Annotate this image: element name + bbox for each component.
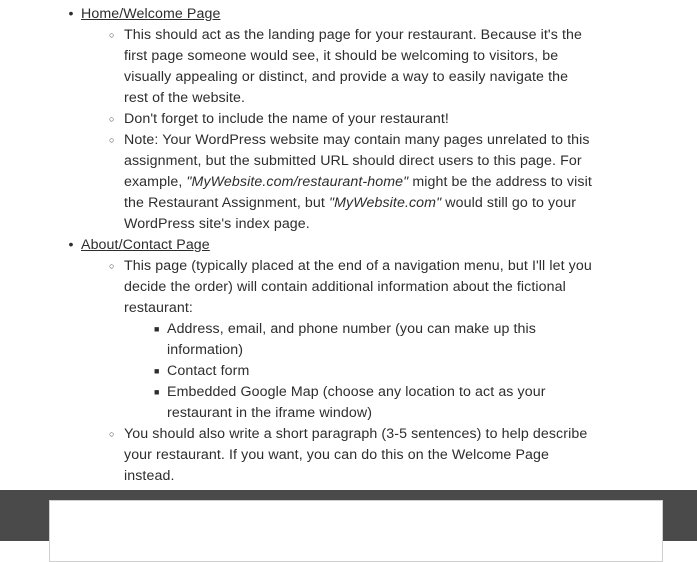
- section-title-about-contact: About/Contact Page: [81, 237, 210, 253]
- bullet-icon: •: [68, 6, 74, 22]
- circle-bullet-icon: ○: [109, 114, 115, 124]
- subitem-text: Embedded Google Map (choose any location to act as your restaurant in the iframe window): [167, 384, 546, 421]
- list-item: [81, 256, 594, 424]
- home-welcome-items: [81, 25, 601, 235]
- list-item: [81, 109, 594, 130]
- subitem-text: Address, email, and phone number (you can make up this information): [167, 321, 536, 358]
- sub-list-item: [124, 382, 557, 424]
- circle-bullet-icon: ○: [109, 30, 115, 40]
- next-page: [49, 500, 663, 562]
- example-url-restaurant-home: "MyWebsite.com/restaurant-home": [186, 174, 409, 190]
- square-bullet-icon: ■: [154, 324, 160, 334]
- square-bullet-icon: ■: [154, 366, 160, 376]
- circle-bullet-icon: ○: [109, 429, 115, 439]
- item-text: This page (typically placed at the end of a navigation menu, but I'll let you decide the order) will contain additional information about the fictional restaurant:: [124, 258, 592, 316]
- sub-list-item: [124, 319, 557, 361]
- list-item: [81, 424, 594, 487]
- document-content: [0, 4, 697, 487]
- about-contact-subitems: [124, 319, 594, 424]
- note-text: would still go to your WordPress site's index page.: [124, 195, 577, 232]
- item-text: You should also write a short paragraph (3-5 sentences) to help describe your restaurant. If you want, you can do this on the Welcome Page instead.: [124, 426, 588, 484]
- circle-bullet-icon: ○: [109, 135, 115, 145]
- section-title-home-welcome: Home/Welcome Page: [81, 6, 221, 22]
- list-item: [81, 25, 594, 109]
- example-url-site-index: "MyWebsite.com": [329, 195, 442, 211]
- list-item: [81, 130, 594, 235]
- section-about-contact: [0, 235, 601, 487]
- about-contact-items: [81, 256, 601, 487]
- bullet-icon: •: [68, 237, 74, 253]
- circle-bullet-icon: ○: [109, 261, 115, 271]
- section-list: [0, 4, 697, 487]
- item-text: This should act as the landing page for your restaurant. Because it's the first page someone would see, it should be welcoming to visitors, be visually appealing or distinct, and provide a way to easily navigate the rest of the website.: [124, 27, 582, 106]
- viewer-background: [0, 490, 697, 541]
- item-text: Don't forget to include the name of your restaurant!: [124, 111, 449, 127]
- square-bullet-icon: ■: [154, 387, 160, 397]
- subitem-text: Contact form: [167, 363, 250, 379]
- section-home-welcome: [0, 4, 601, 235]
- note-text: Note: Your WordPress website may contain many pages unrelated to this assignment, but the submitted URL should direct users to this page. For example,: [124, 132, 590, 190]
- note-text: might be the address to visit the Restaurant Assignment, but: [124, 174, 592, 211]
- sub-list-item: [124, 361, 557, 382]
